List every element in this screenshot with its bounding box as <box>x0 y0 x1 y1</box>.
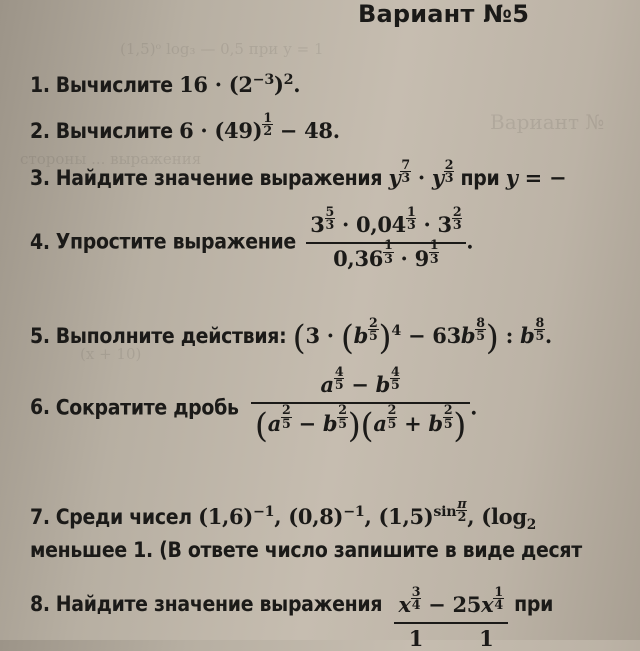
task-4: 4. Упростите выражение 3 $\frac{5}{3}$ · 0,04 $\frac{1}{3}$ · 3 $\frac{2}{3}$ 0,36 $\frac{1}{3}$ · 9 $\frac{1}{3}$ . <box>30 212 473 273</box>
task-6: 6. Сократите дробь a $\frac{4}{5}$ − b $\frac{4}{5}$ (a $\frac{2}{5}$ − b $\frac{2}{5}$ )(a $\frac{2}{5}$ + b $\frac{2}{5}$ ) . <box>30 363 478 445</box>
task-2 <box>30 109 340 146</box>
task-number: 1. <box>30 73 50 97</box>
task-text: Найдите значение выражения <box>55 592 383 616</box>
math-expression: y $\frac{7}{3}$ · y $\frac{2}{3}$ <box>388 156 454 190</box>
math-expression: $16 \cdot (2^{-3})^2$. <box>179 72 301 97</box>
task-text: Упростите выражение <box>55 229 296 254</box>
task-text-tail: при <box>514 592 554 616</box>
task-number: 3. <box>30 166 50 190</box>
math-fraction: a $\frac{4}{5}$ − b $\frac{4}{5}$ (a $\frac{2}{5}$ − b $\frac{2}{5}$ )(a $\frac{2}{5}$ + b $\frac{2}{5}$ ) <box>251 372 470 445</box>
math-condition: y = − <box>505 165 567 190</box>
task-number: 4. <box>30 229 50 254</box>
task-number: 7. <box>30 505 50 529</box>
task-number: 5. <box>30 324 50 348</box>
task-text: Сократите дробь <box>55 395 239 420</box>
task-8 <box>30 583 554 651</box>
page-title: Вариант №5 <box>358 0 530 28</box>
bleed-through-text: (x + 10) <box>80 345 142 363</box>
task-text: Вычислите <box>55 119 173 143</box>
bleed-through-text: (1,5)ᵒ log₃ — 0,5 при у = 1 <box>120 40 324 58</box>
task-7 <box>30 495 536 534</box>
task-number: 2. <box>30 119 50 143</box>
bleed-through-text: Вариант № <box>490 110 605 134</box>
task-7-continuation <box>30 538 582 562</box>
math-expression: $(1,6)^{-1}$, $(0,8)^{-1}$, $(1,5)^{sin}$ $\frac{\pi}{2}$ , ($\log_2$ <box>198 495 536 534</box>
math-expression: (3 · (b $\frac{2}{5}$ )$^4$ − 63b $\frac{8}{5}$ ) : b $\frac{8}{5}$ . <box>292 314 552 357</box>
task-text: Вычислите <box>55 73 173 97</box>
task-number: 6. <box>30 395 50 420</box>
math-fraction: 3 $\frac{5}{3}$ · 0,04 $\frac{1}{3}$ · 3 $\frac{2}{3}$ 0,36 $\frac{1}{3}$ · 9 $\frac{1}{3}$ <box>306 212 466 273</box>
task-text-tail: при <box>460 166 500 190</box>
task-1 <box>30 72 300 97</box>
task-text: Найдите значение выражения <box>55 166 383 190</box>
math-fraction: x $\frac{3}{4}$ − 25x $\frac{1}{4}$ 1 1 <box>394 592 507 651</box>
task-number: 8. <box>30 592 50 616</box>
task-5 <box>30 314 552 357</box>
task-text: меньшее 1. (В ответе число запишите в виде десят <box>30 538 582 562</box>
task-text: Среди чисел <box>55 505 192 529</box>
bleed-through-text: стороны ... выражения <box>20 150 202 168</box>
math-expression: 6 · (49) $\frac{1}{2}$ − 48. <box>179 109 340 143</box>
task-text: Выполните действия: <box>55 324 287 348</box>
